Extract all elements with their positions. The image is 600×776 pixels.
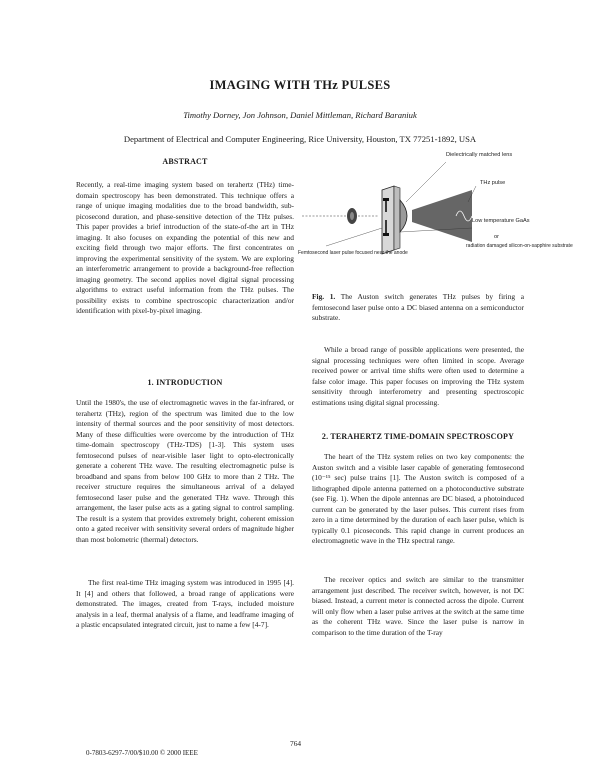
electrode-bottom <box>383 233 389 236</box>
auston-switch-figure <box>296 150 573 278</box>
affiliation: Department of Electrical and Computer Engineering, Rice University, Houston, TX 77251-1892, USA <box>123 134 477 144</box>
silicon-lens <box>400 200 407 232</box>
intro-heading: 1. INTRODUCTION <box>147 378 223 387</box>
right-paragraph-2: The heart of the THz system relies on two key components: the Auston switch and a visible laser capable of generating femtosecond (10⁻¹⁵ sec) pulse trains [1]. The Auston switch is composed of a lithographed dipole antenna patterned on a photoconductive substrate (see Fig. 1). When the dipole antennas are DC biased, a photoinduced current can be generated by the laser pulses. This current rises from zero in a time determined by the duration of each laser pulse, which is typically 0.1 picoseconds. This rapid change in current produces an electromagnetic wave in the THz spectral range. <box>312 452 524 545</box>
right-paragraph-1: While a broad range of possible applications were presented, the signal processing techniques were often limited in scope. Average received power or arrival time shifts were often used to determine a false color image. This paper focuses on improving the THz system sensitivity through interferometry and presenting spectroscopic estimations using digital signal processing. <box>312 345 524 407</box>
abstract-heading: ABSTRACT <box>162 157 208 166</box>
fig-label-lens-1: Dielectrically matched lens <box>446 152 513 158</box>
intro-paragraph-2: The first real-time THz imaging system was introduced in 1995 [4]. It [4] and others that followed, a broad range of applications were demonstrated. The images, created from T-rays, included moisture analysis in a leaf, thermal analysis of a flame, and leadframe imaging of a plastic encapsulated integrated circuit, just to name a few [4-7]. <box>76 578 294 629</box>
abstract-text: Recently, a real-time imaging system based on terahertz (THz) time-domain spectroscopy has been demonstrated. This technique offers a range of unique imaging modalities due to the broad bandwidth, sub-picosecond duration, and phase-sensitive detection of the THz pulses. This paper provides a brief introduction of the state-of-the art in THz imaging. It also focuses on expanding the potential of this new and exciting field through two major efforts. The first concentrates on improving the experimental sensitivity of the system. We are exploring an interferometric arrangement to provide a background-free reflection imaging geometry. The second applies novel digital signal processing algorithms to extract useful information from the THz pulses. The possibility exists to combine spectroscopic characterization and/or identification with pixel-by-pixel imaging. <box>76 180 294 315</box>
right-paragraph-3: The receiver optics and switch are similar to the transmitter arrangement just described. The receiver switch, however, is not DC biased. Instead, a current meter is connected across the dipole. Current will only flow when a laser pulse arrives at the switch at the same time as the coherent THz wave. Since the laser pulse is narrow in comparison to the time duration of the T-ray <box>312 575 524 637</box>
figure-caption <box>312 292 524 324</box>
lens-leader-line <box>406 162 446 202</box>
fig-label-pulse: THz pulse <box>480 180 506 186</box>
section-2-heading: 2. TERAHERTZ TIME-DOMAIN SPECTROSCOPY <box>321 432 515 441</box>
fig-label-laser: Femtosecond laser pulse focused near the anode <box>298 250 408 256</box>
electrode-top <box>383 198 389 201</box>
laser-pulse-core <box>350 212 354 220</box>
page-number: 764 <box>290 739 302 748</box>
fig-label-gaas: Low temperature GaAs <box>472 218 530 224</box>
intro-paragraph-1: Until the 1980's, the use of electromagnetic waves in the far-infrared, or terahertz (THz), region of the spectrum was limited due to the low intensity of thermal sources and the poor sensitivity of most detectors. Many of these difficulties were overcome by the introduction of THz time-domain spectroscopy (THz-TDS) [1-3]. This system uses femtosecond pulses of near-visible laser light to opto-electronically generate a coherent THz wave. The resulting electromagnetic pulse is broadband and spans from below 100 GHz to more than 2 THz. The receiver structure requires the simultaneous arrival of a delayed femtosecond laser pulse and the generated THz wave. Through this arrangement, the laser pulse acts as a gating signal to control sampling. The result is a system that provides extremely bright, coherent emission onto a gated receiver with sensitivity several orders of magnitude higher than most bolometric (thermal) detectors. <box>76 398 294 544</box>
fig-label-sos: radiation damaged silicon-on-sapphire substrate <box>466 243 573 249</box>
figure-caption-text: The Auston switch generates THz pulses by firing a femtosecond laser pulse onto a DC biased antenna on a semiconductor substrate. <box>312 292 524 322</box>
substrate-edge <box>394 186 400 250</box>
laser-leader-line <box>326 228 382 246</box>
figure-caption-label: Fig. 1. <box>312 292 336 301</box>
substrate-slab <box>382 186 394 254</box>
thz-beam-cone <box>412 190 472 242</box>
copyright-line: 0-7803-6297-7/00/$10.00 © 2000 IEEE <box>86 749 198 757</box>
author-list: Timothy Dorney, Jon Johnson, Daniel Mittleman, Richard Baraniuk <box>183 110 417 120</box>
fig-label-or: or <box>494 234 499 240</box>
paper-title: IMAGING WITH THz PULSES <box>209 78 391 92</box>
